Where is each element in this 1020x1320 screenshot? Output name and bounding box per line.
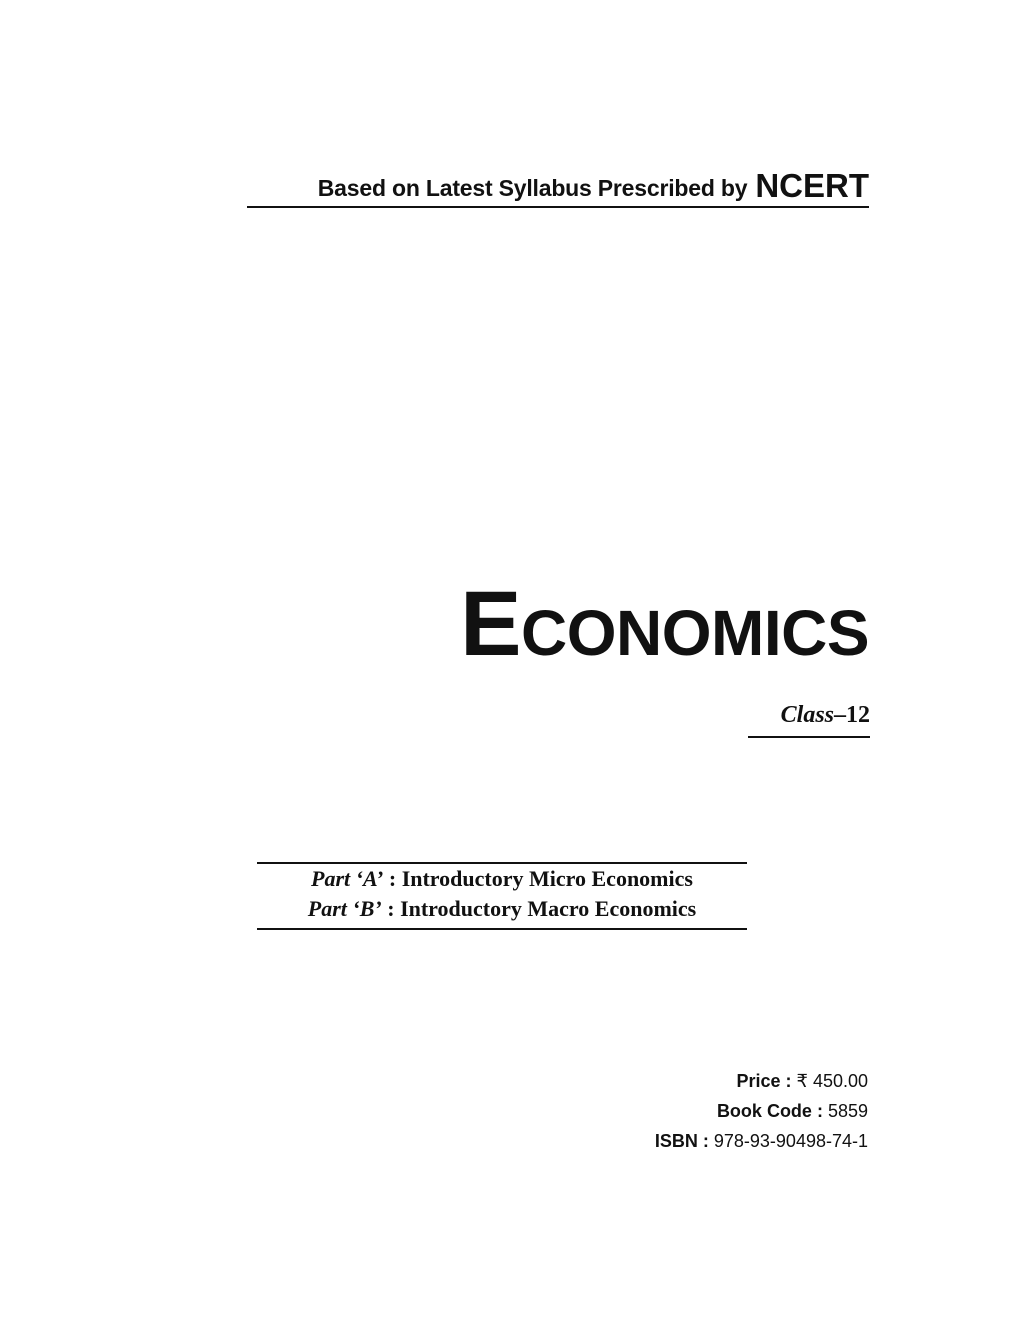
book-code-row [655, 1096, 868, 1126]
syllabus-tagline [247, 164, 869, 208]
part-b-line [257, 894, 747, 924]
parts-box [257, 862, 747, 930]
part-a-label: Part ‘A’ [311, 866, 384, 891]
class-prefix: Class [780, 702, 834, 728]
class-number: –12 [834, 702, 870, 728]
tagline-text: Based on Latest Syllabus Prescribed by [317, 175, 748, 201]
book-meta [655, 1066, 868, 1156]
isbn-key: ISBN : [654, 1131, 709, 1151]
title-rest: CONOMICS [521, 597, 869, 669]
title-first-letter: E [460, 573, 521, 675]
part-a-separator: : [383, 866, 402, 891]
isbn-value: 978-93-90498-74-1 [713, 1131, 868, 1151]
price-row [655, 1066, 868, 1096]
isbn-row [655, 1126, 868, 1156]
brand-name: NCERT [755, 167, 869, 204]
book-code-key: Book Code : [716, 1101, 823, 1121]
part-a-line [257, 864, 747, 894]
class-label [748, 700, 870, 738]
price-key: Price : [736, 1071, 792, 1091]
part-b-title: Introductory Macro Economics [400, 896, 697, 921]
part-b-label: Part ‘B’ [307, 896, 382, 921]
part-b-separator: : [381, 896, 401, 921]
book-title [460, 573, 869, 675]
part-a-title: Introductory Micro Economics [401, 866, 693, 891]
price-value: ₹ 450.00 [796, 1071, 868, 1091]
book-code-value: 5859 [827, 1101, 868, 1121]
